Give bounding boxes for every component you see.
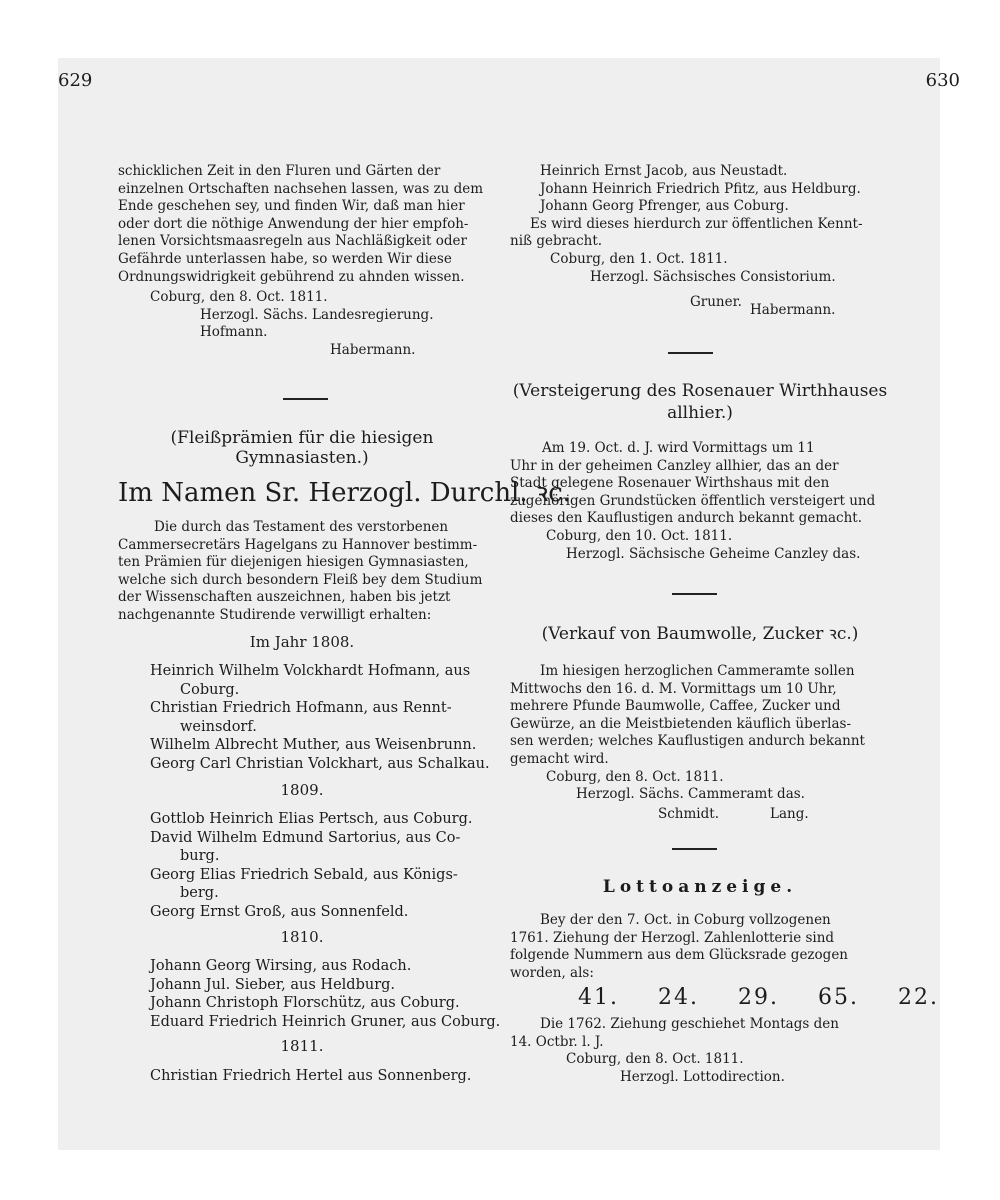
lottery-number: 24. [658, 985, 699, 1010]
text-line: Uhr in der geheimen Canzley allhier, das an der [510, 457, 839, 474]
text-line: Im hiesigen herzoglichen Cammeramte sollen [540, 663, 855, 679]
date-line: Coburg, den 8. Oct. 1811. [566, 1051, 744, 1068]
text-line: nachgenannte Studirende verwilligt erhalten: [118, 606, 432, 623]
sale-paragraph [510, 663, 890, 804]
year-heading: 1809. [280, 781, 324, 799]
section-divider [672, 848, 717, 850]
text-line: Die 1762. Ziehung geschiehet Montags den [540, 1016, 839, 1032]
signatory: Lang. [770, 806, 809, 822]
section-divider [283, 398, 328, 400]
text-line: Johann Heinrich Friedrich Pfitz, aus Heldburg. [540, 180, 861, 197]
lotto-next-draw [510, 1016, 890, 1086]
authority-line: Herzogl. Sächsisches Consistorium. [590, 268, 836, 285]
signature-block-1 [150, 289, 490, 359]
winners-1809 [150, 810, 500, 921]
text-line: Ordnungswidrigkeit gebührend zu ahnden wissen. [118, 268, 465, 285]
text-line: Heinrich Ernst Jacob, aus Neustadt. [540, 163, 788, 179]
winners-1810 [150, 957, 500, 1031]
winner-entry: weinsdorf. [180, 718, 257, 735]
text-line: dieses den Kauflustigen andurch bekannt gemacht. [510, 510, 863, 527]
section-title: (Versteigerung des Rosenauer Wirthhauses allhier.) [512, 381, 888, 423]
winners-1808 [150, 662, 500, 773]
signatory: Gruner. [690, 294, 742, 311]
consistorium-block [510, 163, 890, 312]
text-line: lenen Vorsichtsmaasregeln aus Nachläßigkeit oder [118, 233, 467, 250]
text-line: welche sich durch besondern Fleiß bey dem Studium [118, 571, 483, 588]
winner-entry: berg. [180, 885, 219, 901]
text-line: Es wird dieses hierdurch zur öffentlichen Kennt- [530, 215, 863, 232]
winner-entry: Gottlob Heinrich Elias Pertsch, aus Coburg. [150, 811, 473, 827]
date-line: Coburg, den 1. Oct. 1811. [550, 250, 728, 267]
winner-entry: Eduard Friedrich Heinrich Gruner, aus Coburg. [150, 1013, 501, 1030]
winner-entry: Johann Jul. Sieber, aus Heldburg. [150, 976, 396, 993]
text-line: Bey der den 7. Oct. in Coburg vollzogenen [540, 912, 831, 928]
winner-entry: David Wilhelm Edmund Sartorius, aus Co- [150, 829, 461, 846]
authority-line: Herzogl. Lottodirection. [620, 1068, 785, 1085]
text-line: worden, als: [510, 964, 594, 981]
text-line: 1761. Ziehung der Herzogl. Zahlenlotterie sind [510, 929, 835, 946]
winner-entry: Christian Friedrich Hofmann, aus Rennt- [150, 700, 452, 716]
text-line: Am 19. Oct. d. J. wird Vormittags um 11 [542, 440, 815, 456]
section-divider [668, 352, 713, 354]
date-line: Coburg, den 8. Oct. 1811. [150, 289, 328, 305]
main-heading: Im Namen Sr. Herzogl. Durchl. ꝛc. [118, 478, 572, 508]
authority-line: Herzogl. Sächs. Landesregierung. [200, 306, 434, 323]
text-line: ten Prämien für diejenigen hiesigen Gymnasiasten, [118, 554, 469, 571]
winner-entry: Johann Christoph Florschütz, aus Coburg. [150, 995, 460, 1011]
text-line: Gefährde unterlassen habe, so werden Wir diese [118, 250, 452, 267]
text-line: 14. Octbr. l. J. [510, 1033, 604, 1050]
authority-line: Herzogl. Sächsische Geheime Canzley das. [566, 545, 861, 562]
winner-entry: Johann Georg Wirsing, aus Rodach. [150, 958, 412, 974]
year-heading: Im Jahr 1808. [249, 633, 355, 651]
auction-paragraph [510, 440, 890, 563]
lottery-numbers [578, 985, 939, 1010]
text-line: oder dort die nöthige Anwendung der hier empfoh- [118, 215, 469, 232]
lottery-number: 29. [738, 985, 779, 1010]
section-divider [672, 593, 717, 595]
winner-entry: Coburg. [180, 681, 240, 698]
signatory: Schmidt. [658, 806, 719, 822]
text-line: sen werden; welches Kauflustigen andurch bekannt [510, 733, 865, 750]
winner-entry: Wilhelm Albrecht Muther, aus Weisenbrunn. [150, 737, 477, 753]
text-line: Die durch das Testament des verstorbenen [154, 519, 449, 535]
testament-paragraph [118, 519, 488, 625]
signatory: Habermann. [330, 341, 416, 358]
text-line: mehrere Pfunde Baumwolle, Caffee, Zucker und [510, 698, 841, 715]
date-line: Coburg, den 10. Oct. 1811. [546, 527, 733, 544]
text-line: schicklichen Zeit in den Fluren und Gärten der [118, 163, 441, 179]
text-line: zugehörigen Grundstücken öffentlich versteigert und [510, 492, 876, 509]
date-line: Coburg, den 8. Oct. 1811. [546, 768, 724, 785]
text-line: Mittwochs den 16. d. M. Vormittags um 10 Uhr, [510, 680, 837, 697]
text-line: folgende Nummern aus dem Glücksrade gezogen [510, 947, 849, 964]
text-line: Ende geschehen sey, und finden Wir, daß man hier [118, 198, 465, 215]
winner-entry: Georg Elias Friedrich Sebald, aus Königs- [150, 866, 458, 883]
text-line: der Wissenschaften auszeichnen, haben bis jetzt [118, 589, 451, 606]
year-heading: 1810. [280, 928, 324, 946]
intro-paragraph [118, 163, 488, 286]
page-number-left: 629 [58, 70, 93, 91]
winner-entry: burg. [180, 848, 220, 864]
winner-entry: Christian Friedrich Hertel aus Sonnenberg. [150, 1068, 472, 1084]
text-line: Gewürze, an die Meistbietenden käuflich überlas- [510, 715, 852, 732]
signatory: Habermann. [750, 302, 836, 318]
year-heading: 1811. [280, 1037, 324, 1055]
text-line: Cammersecretärs Hagelgans zu Hannover bestimm- [118, 536, 478, 553]
winner-entry: Georg Ernst Groß, aus Sonnenfeld. [150, 903, 409, 920]
winners-1811 [150, 1068, 500, 1086]
text-line: gemacht wird. [510, 750, 609, 767]
winner-entry: Heinrich Wilhelm Volckhardt Hofmann, aus [150, 663, 471, 679]
authority-line: Herzogl. Sächs. Cammeramt das. [576, 786, 805, 803]
section-title: Lottoanzeige. [602, 877, 798, 897]
text-line: niß gebracht. [510, 233, 603, 250]
signatory: Hofmann. [200, 324, 268, 341]
lottery-number: 41. [578, 985, 619, 1010]
page-number-right: 630 [925, 70, 960, 91]
lotto-paragraph [510, 912, 890, 982]
lottery-number: 65. [818, 985, 859, 1010]
text-line: einzelnen Ortschaften nachsehen lassen, was zu dem [118, 180, 484, 197]
section-title: (Verkauf von Baumwolle, Zucker ꝛc.) [541, 624, 859, 644]
text-line: Johann Georg Pfrenger, aus Coburg. [540, 198, 789, 215]
text-line: Stadt gelegene Rosenauer Wirthshaus mit den [510, 475, 830, 492]
winner-entry: Georg Carl Christian Volckhart, aus Schalkau. [150, 755, 490, 772]
section-title: (Fleißprämien für die hiesigen Gymnasiasten.) [170, 428, 434, 468]
lottery-number: 22. [898, 985, 939, 1010]
